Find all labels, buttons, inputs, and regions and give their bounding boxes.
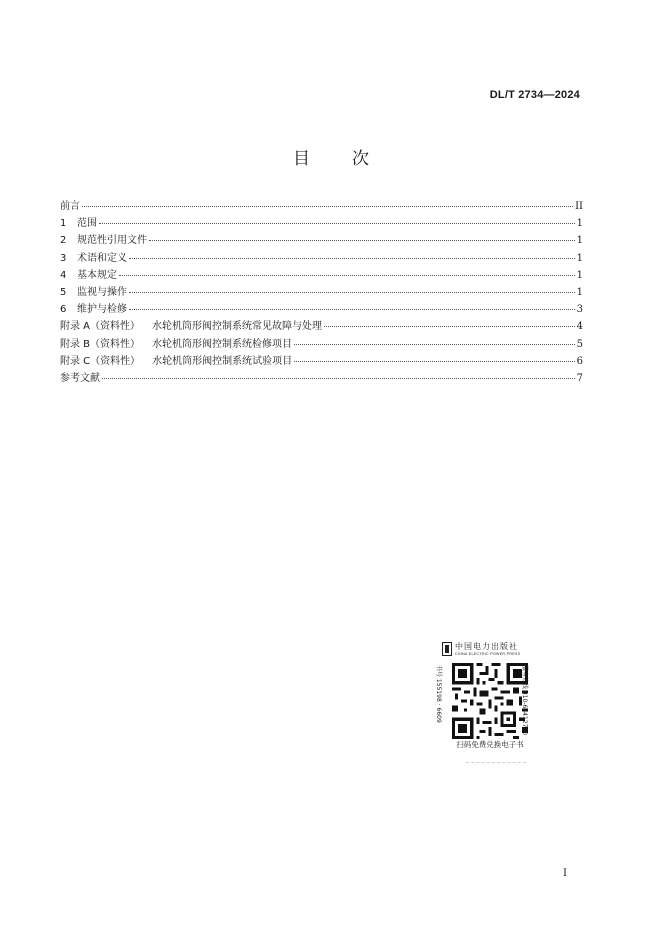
toc-leader-dots [99,213,575,224]
toc-leader-dots [324,316,575,327]
appendix-prefix: 附录 B（资料性） [60,338,141,350]
toc-entry-page: 1 [576,286,583,298]
toc-title [0,144,662,169]
qr-code-sticker [436,641,544,767]
table-of-contents [60,198,583,387]
toc-entry-label: 范围 [77,218,97,230]
qr-caption: 扫码免费兑换电子书 [456,740,524,749]
toc-entry-page: 3 [576,304,583,316]
publisher-mark [442,641,536,659]
toc-entry-page: 5 [576,338,583,350]
toc-entry-label: 前言 [60,201,80,212]
toc-entry-label: 监视与操作 [77,286,127,298]
publisher-logo-icon [442,642,452,656]
toc-entry-label: 水轮机筒形阀控制系统检修项目 [152,338,293,350]
toc-leader-dots [129,248,575,259]
toc-leader-dots [102,368,575,379]
qr-code-icon[interactable] [452,663,528,739]
toc-title-char: 目 [293,149,310,169]
toc-title-char: 次 [352,149,369,169]
toc-entry-number: 5 [60,286,67,298]
hotline-vertical-text [521,665,540,747]
toc-entry-label: 基本规定 [77,269,117,281]
sticker-edge [466,762,526,765]
toc-entry-label: 水轮机筒形阀控制系统试验项目 [152,355,293,367]
toc-leader-dots [294,334,575,345]
toc-entry-page: 1 [576,218,583,230]
toc-entry-page: 7 [576,372,583,384]
isbn-vertical-text [434,665,446,747]
toc-entry-label: 维护与检修 [77,304,127,316]
toc-leader-dots [82,196,573,207]
toc-entry-number: 2 [60,235,67,247]
hotline-text: 服务热线 010-63412700 [521,665,528,736]
isbn-text: 书号 155198 · 6609 [435,665,442,723]
toc-entry-label: 参考文献 [60,372,100,384]
toc-leader-dots [129,282,575,293]
toc-entry-page: 1 [576,269,583,281]
toc-entry-label: 规范性引用文件 [77,235,147,247]
appendix-prefix: 附录 C（资料性） [60,355,141,367]
toc-leader-dots [129,299,575,310]
toc-entry-page: 1 [576,235,583,247]
toc-entry-number: 6 [60,304,67,316]
toc-entry-number: 3 [60,252,67,264]
toc-leader-dots [119,265,575,276]
publisher-name-en: CHINA ELECTRIC POWER PRESS [455,652,521,656]
toc-entry-references[interactable] [60,370,583,387]
appendix-prefix: 附录 A（资料性） [60,321,141,333]
toc-entry-label: 水轮机筒形阀控制系统常见故障与处理 [152,321,323,333]
publisher-name: 中国电力出版社 [455,642,518,651]
toc-entry-page: 1 [576,252,583,264]
toc-leader-dots [294,351,574,362]
standard-number: DL/T 2734—2024 [489,89,580,101]
toc-entry-number: 1 [60,218,67,230]
toc-entry-page: 6 [576,355,583,367]
toc-entry-page: II [575,201,583,212]
toc-entry-page: 4 [576,321,583,333]
toc-entry-label: 术语和定义 [77,252,127,264]
page-number: I [563,868,567,879]
toc-leader-dots [149,230,575,241]
toc-entry-number: 4 [60,269,67,281]
